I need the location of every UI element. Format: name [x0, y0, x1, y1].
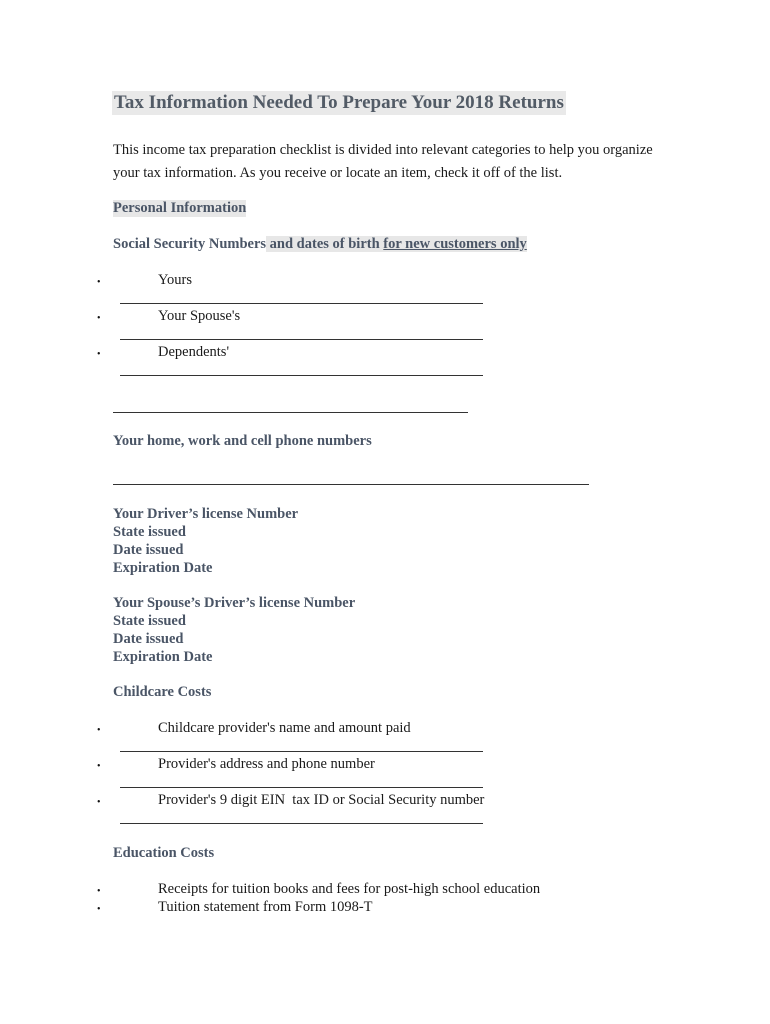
list-item: Receipts for tuition books and fees for post-high school education — [158, 881, 541, 897]
spouse-license-block — [113, 594, 355, 666]
ssn-heading-part1: Social Security Numbers — [113, 236, 267, 252]
fill-in-line[interactable] — [120, 787, 483, 788]
bullet-icon: • — [97, 349, 101, 360]
spouse-license-number-label: Your Spouse’s Driver’s license Number — [113, 595, 356, 611]
document-title: Tax Information Needed To Prepare Your 2018 Returns — [114, 92, 564, 113]
bullet-icon: • — [97, 761, 101, 772]
list-item: Provider's address and phone number — [158, 756, 375, 772]
fill-in-line[interactable] — [113, 412, 468, 413]
date-issued-label: Date issued — [113, 631, 184, 647]
fill-in-line[interactable] — [120, 751, 483, 752]
bullet-icon: • — [97, 904, 101, 915]
intro-paragraph: This income tax preparation checklist is divided into relevant categories to help you organize your tax information. As you receive or locate an item, check it off of the list. — [113, 142, 653, 181]
phones-heading: Your home, work and cell phone numbers — [113, 433, 372, 449]
fill-in-line[interactable] — [120, 375, 483, 376]
drivers-license-block — [113, 505, 298, 577]
bullet-icon: • — [97, 725, 101, 736]
ssn-heading-part3: for new customers only — [383, 236, 527, 252]
list-item: Provider's 9 digit EIN tax ID or Social Security number — [158, 792, 485, 808]
list-item: Childcare provider's name and amount paid — [158, 720, 411, 736]
fill-in-line[interactable] — [120, 823, 483, 824]
bullet-icon: • — [97, 313, 101, 324]
fill-in-line[interactable] — [120, 303, 483, 304]
fill-in-line[interactable] — [113, 484, 589, 485]
date-issued-label: Date issued — [113, 542, 184, 558]
personal-information-heading: Personal Information — [113, 200, 247, 216]
state-issued-label: State issued — [113, 613, 186, 629]
state-issued-label: State issued — [113, 524, 186, 540]
list-item: Your Spouse's — [158, 308, 241, 324]
expiration-date-label: Expiration Date — [113, 649, 213, 665]
bullet-icon: • — [97, 886, 101, 897]
list-item: Dependents' — [158, 344, 230, 360]
list-item: Tuition statement from Form 1098-T — [158, 899, 373, 915]
education-heading: Education Costs — [113, 845, 215, 861]
bullet-icon: • — [97, 277, 101, 288]
fill-in-line[interactable] — [120, 339, 483, 340]
license-number-label: Your Driver’s license Number — [113, 506, 299, 522]
bullet-icon: • — [97, 797, 101, 808]
childcare-heading: Childcare Costs — [113, 684, 212, 700]
expiration-date-label: Expiration Date — [113, 560, 213, 576]
ssn-heading-part2: and dates of birth — [266, 236, 384, 252]
ssn-heading — [113, 236, 527, 253]
list-item: Yours — [158, 272, 192, 288]
